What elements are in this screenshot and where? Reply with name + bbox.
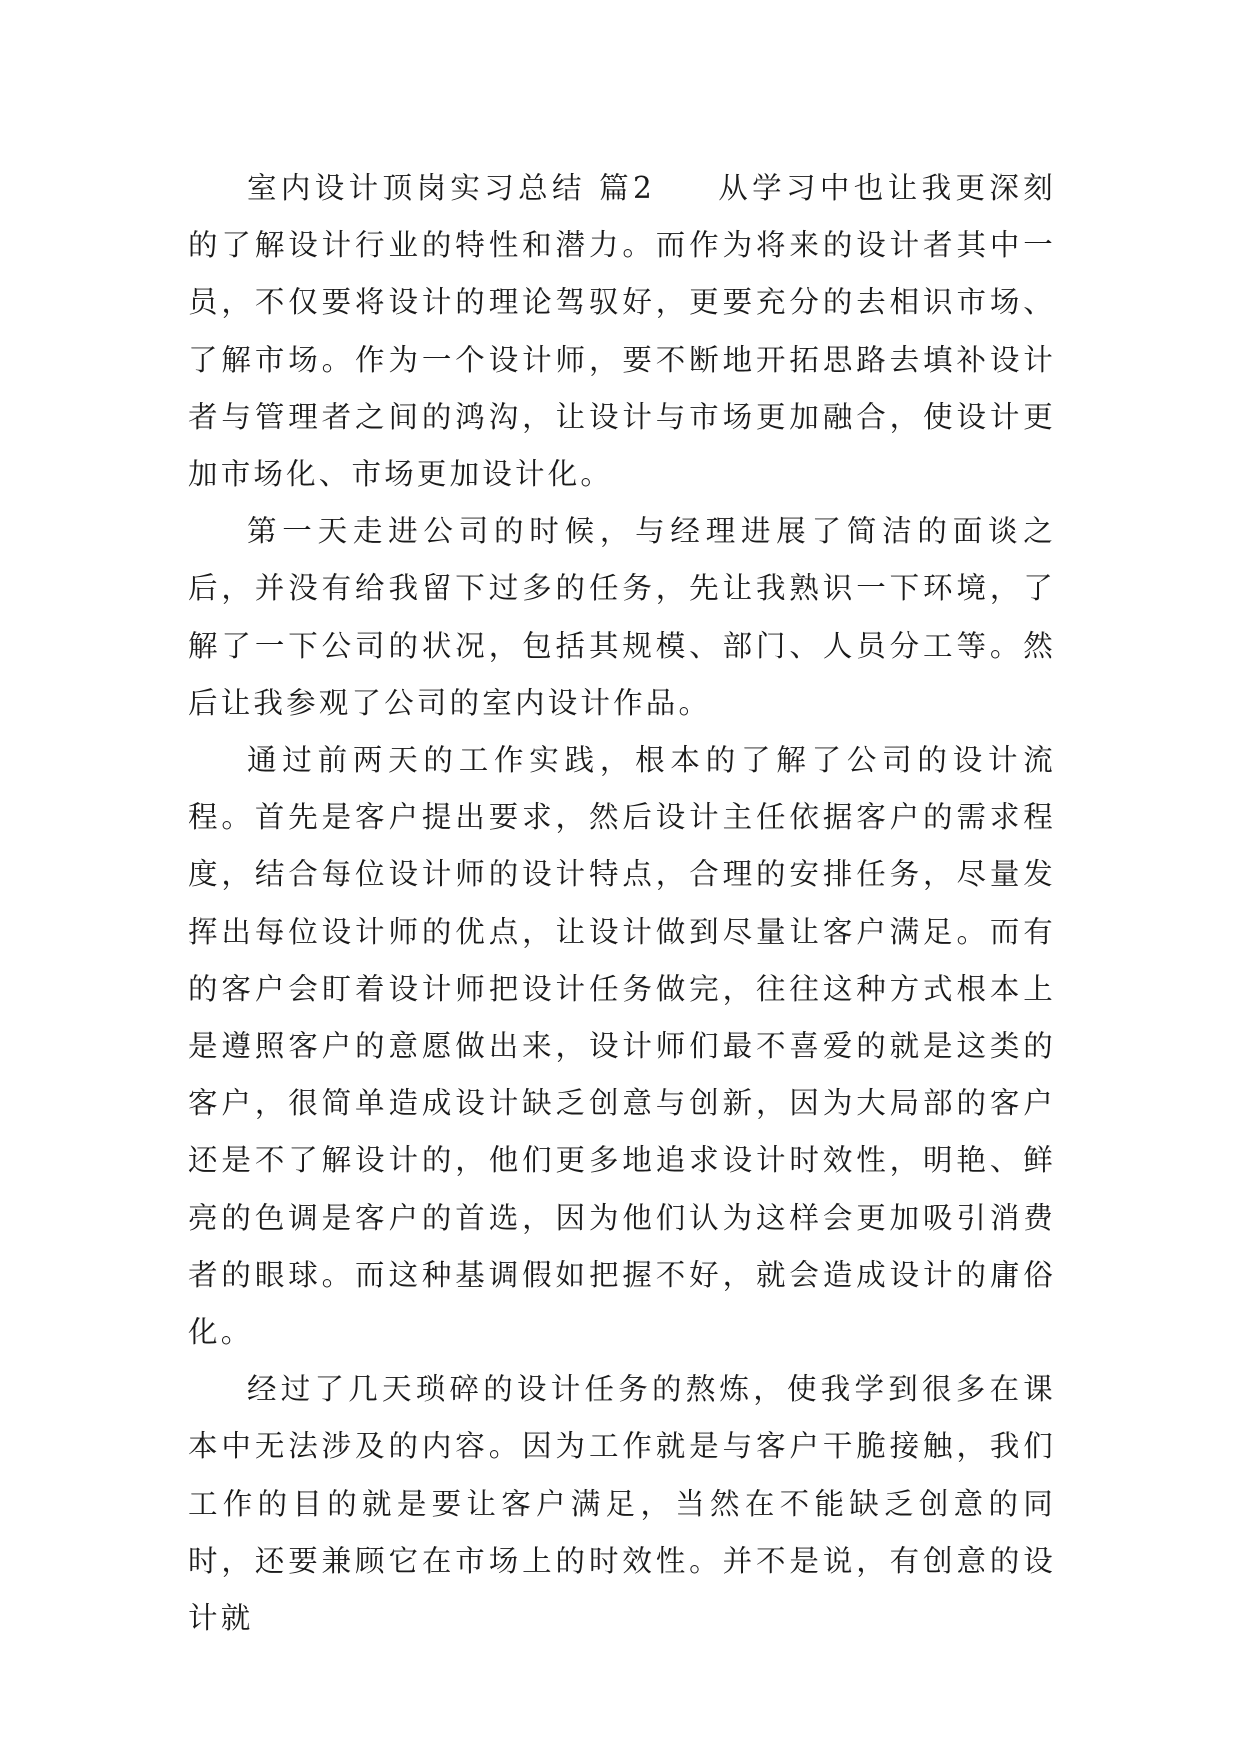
paragraph-3: 通过前两天的工作实践，根本的了解了公司的设计流程。首先是客户提出要求，然后设计主任依据客户的需求程度，结合每位设计师的设计特点，合理的安排任务，尽量发挥出每位设计师的优点，让设计做到尽量让客户满足。而有的客户会盯着设计师把设计任务做完，往往这种方式根本上是遵照客户的意愿做出来，设计师们最不喜爱的就是这类的客户，很简单造成设计缺乏创意与创新，因为大局部的客户还是不了解设计的，他们更多地追求设计时效性，明艳、鲜亮的色调是客户的首选，因为他们认为这样会更加吸引消费者的眼球。而这种基调假如把握不好，就会造成设计的庸俗化。	[188, 743, 1056, 1350]
document-body	[188, 160, 1056, 1647]
document-title: 室内设计顶岗实习总结	[247, 171, 586, 205]
paragraph-2: 第一天走进公司的时候，与经理进展了简洁的面谈之后，并没有给我留下过多的任务，先让我熟识一下环境，了解了一下公司的状况，包括其规模、部门、人员分工等。然后让我参观了公司的室内设计作品。	[188, 514, 1056, 720]
paragraph-4: 经过了几天琐碎的设计任务的熬炼，使我学到很多在课本中无法涉及的内容。因为工作就是与客户干脆接触，我们工作的目的就是要让客户满足，当然在不能缺乏创意的同时，还要兼顾它在市场上的时效性。并不是说，有创意的设计就	[188, 1372, 1056, 1636]
paragraph-intro	[188, 160, 1056, 503]
paragraph-1-text: 从学习中也让我更深刻的了解设计行业的特性和潜力。而作为将来的设计者其中一员，不仅要将设计的理论驾驭好，更要充分的去相识市场、了解市场。作为一个设计师，要不断地开拓思路去填补设计者与管理者之间的鸿沟，让设计与市场更加融合，使设计更加市场化、市场更加设计化。	[188, 171, 1056, 492]
section-label: 篇2	[597, 171, 656, 205]
